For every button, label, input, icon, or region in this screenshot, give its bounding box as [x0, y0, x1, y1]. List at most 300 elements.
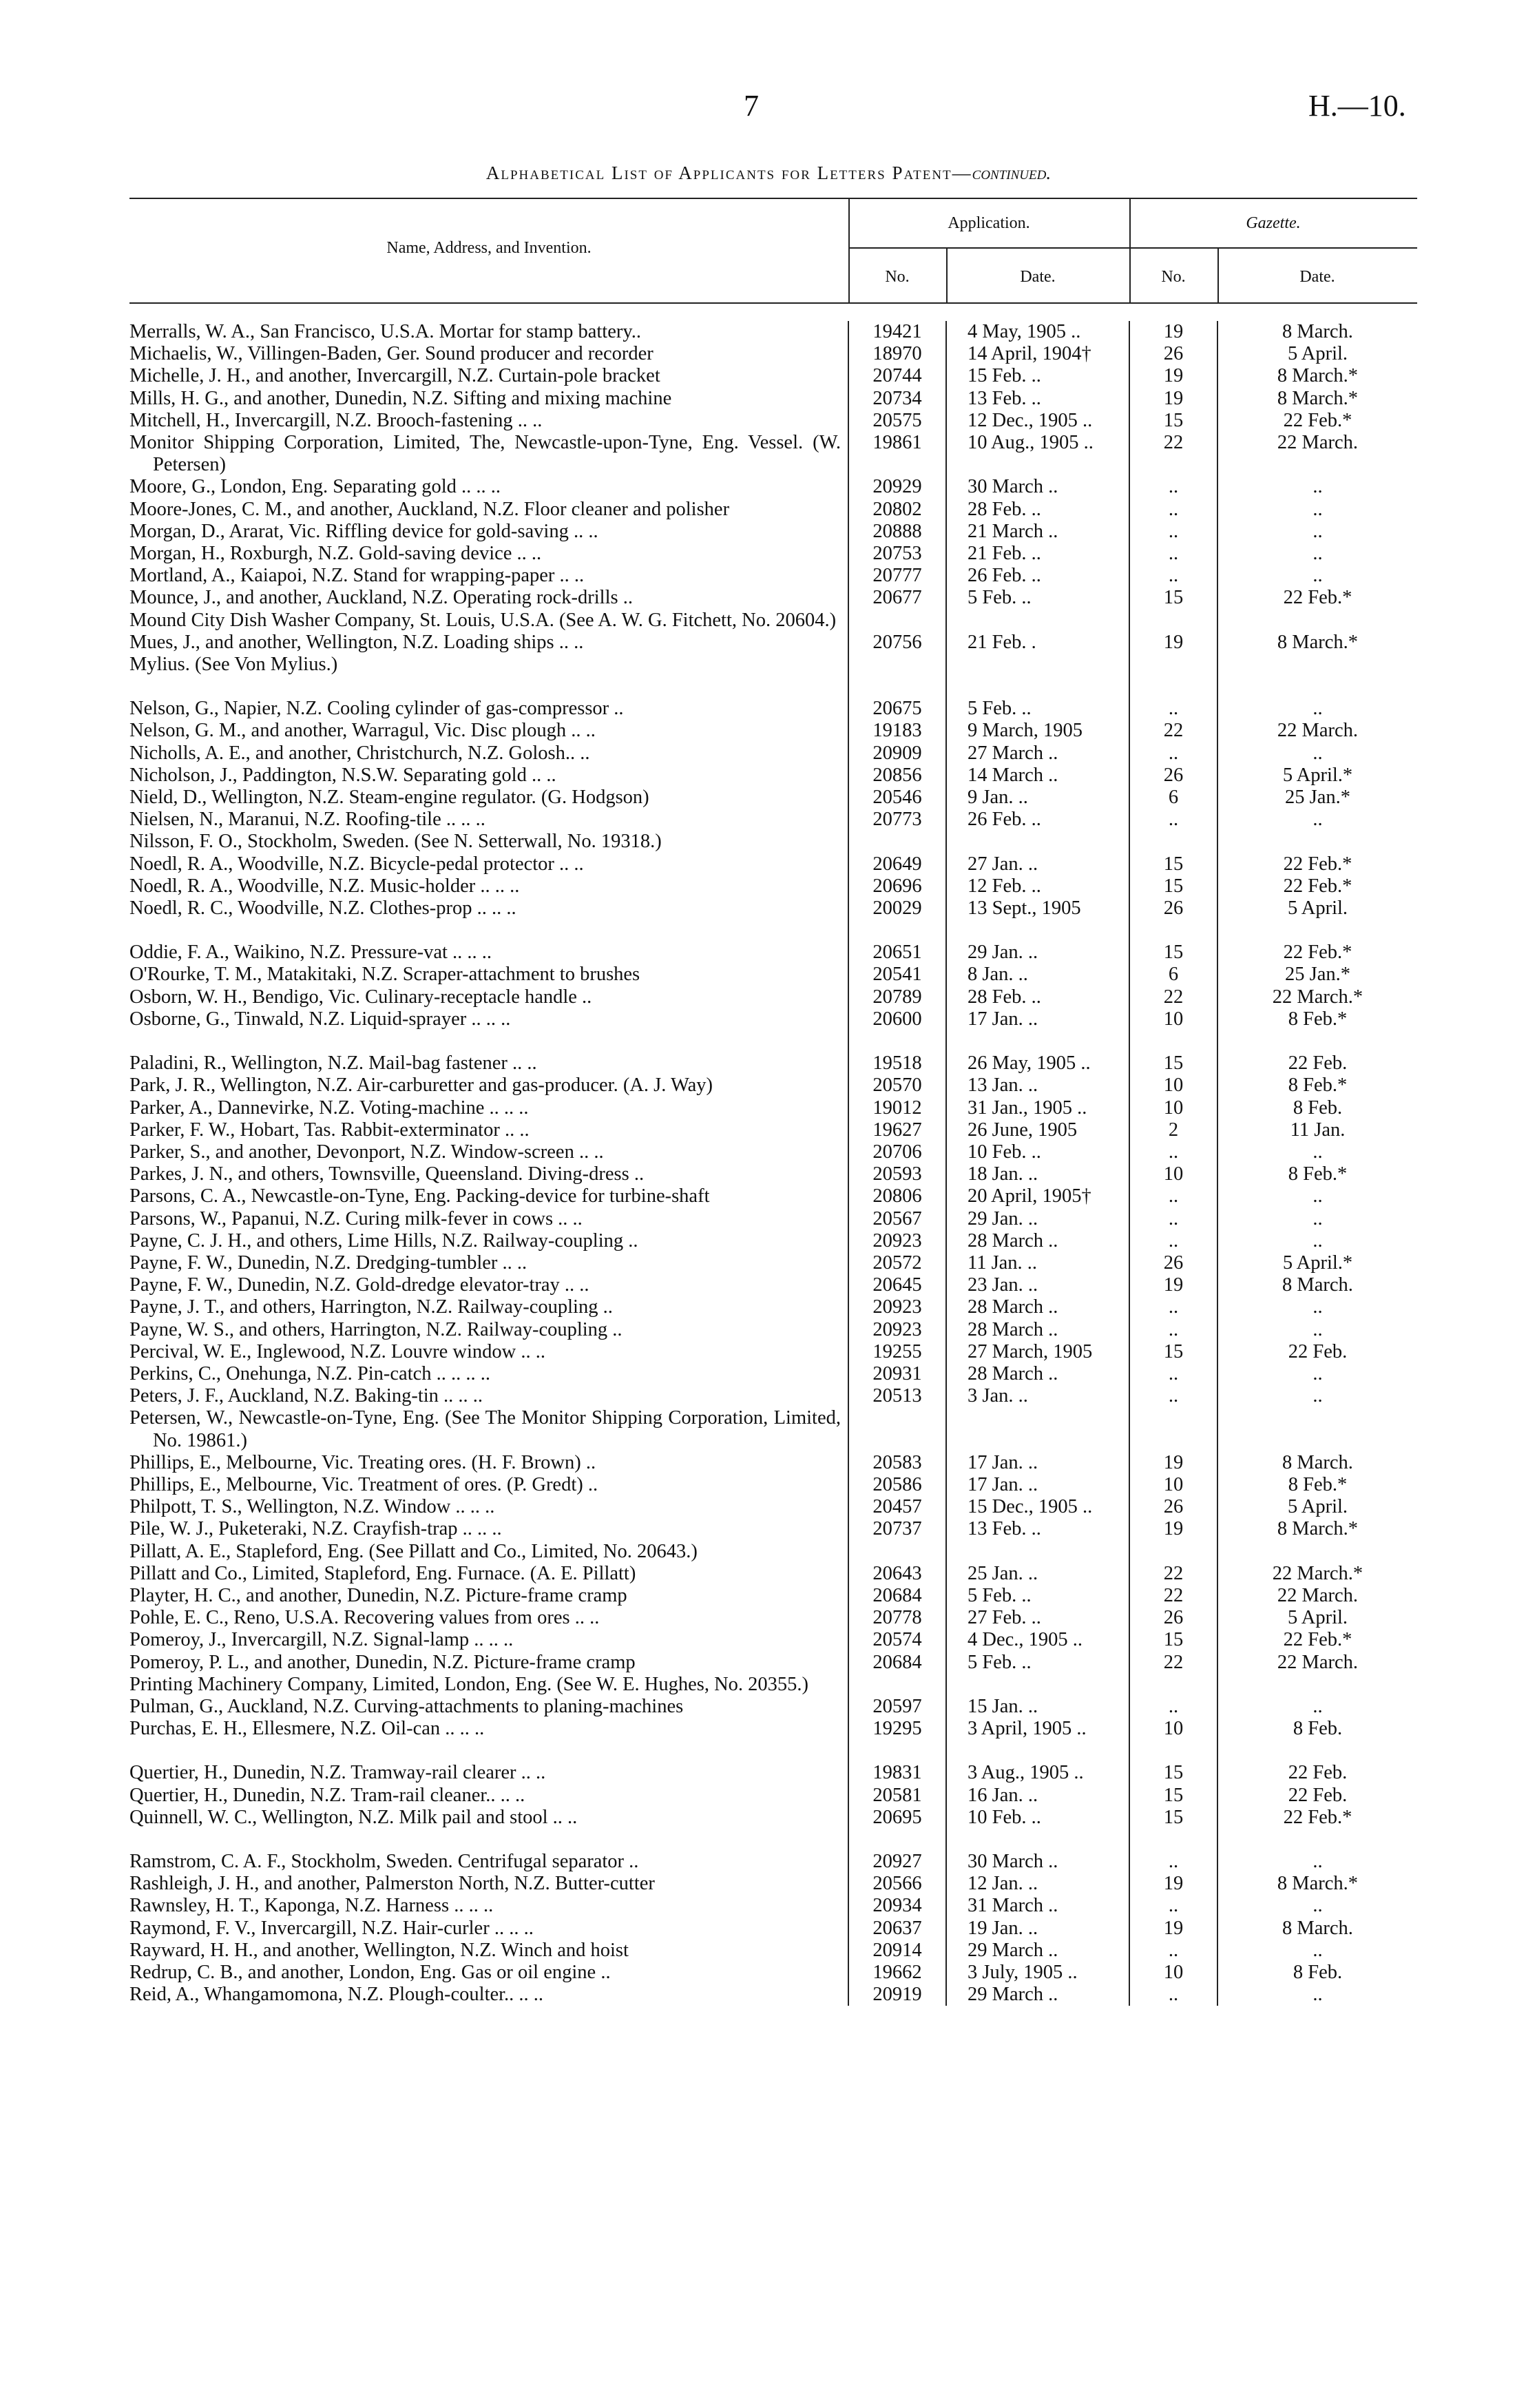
- cell-gdate: ..: [1217, 1696, 1417, 1718]
- cell-adate: 28 March ..: [946, 1363, 1129, 1385]
- cell-name: [129, 1851, 848, 1873]
- applicant-entry: Peters, J. F., Auckland, N.Z. Baking-tin .. .. ..: [129, 1385, 483, 1407]
- cell-name: [129, 1496, 848, 1518]
- table-row: [129, 1895, 1417, 1917]
- cell-ano: 20777: [848, 565, 946, 587]
- cell-gno: 22: [1129, 1652, 1217, 1674]
- spacer-cell: [129, 676, 848, 698]
- cell-gno: 2: [1129, 1119, 1217, 1141]
- applicant-entry: Philpott, T. S., Wellington, N.Z. Window .. .. ..: [129, 1496, 495, 1518]
- applicant-entry: Quertier, H., Dunedin, N.Z. Tram-rail cleaner.. .. ..: [129, 1784, 525, 1806]
- cell-adate: 3 Jan. ..: [946, 1385, 1129, 1407]
- cell-ano: 20778: [848, 1607, 946, 1629]
- cell-name: [129, 743, 848, 765]
- cell-name: [129, 1785, 848, 1807]
- cell-name: [129, 521, 848, 543]
- applicant-entry: Payne, W. S., and others, Harrington, N.Z. Railway-coupling ..: [129, 1318, 623, 1340]
- cell-name: [129, 1518, 848, 1540]
- cell-gdate: 8 Feb.*: [1217, 1075, 1417, 1097]
- applicant-entry: Raymond, F. V., Invercargill, N.Z. Hair-curler .. .. ..: [129, 1917, 534, 1939]
- cell-gdate: 8 March.: [1217, 1274, 1417, 1296]
- header-app-date: Date.: [1020, 268, 1056, 286]
- cell-gno: 19: [1129, 632, 1217, 654]
- cell-name: [129, 1629, 848, 1651]
- spacer-cell: [848, 1030, 946, 1052]
- cell-name: [129, 1474, 848, 1496]
- cell-name: [129, 343, 848, 365]
- cell-ano: 20572: [848, 1252, 946, 1274]
- cell-ano: [848, 1674, 946, 1696]
- applicant-entry: Ramstrom, C. A. F., Stockholm, Sweden. Centrifugal separator ..: [129, 1851, 639, 1872]
- spacer-cell: [129, 1740, 848, 1762]
- cell-gdate: ..: [1217, 1895, 1417, 1917]
- applicant-entry: Phillips, E., Melbourne, Vic. Treating ores. (H. F. Brown) ..: [129, 1451, 596, 1473]
- cell-name: [129, 410, 848, 432]
- cell-ano: 20677: [848, 587, 946, 609]
- cell-ano: 20586: [848, 1474, 946, 1496]
- cell-adate: 25 Jan. ..: [946, 1563, 1129, 1585]
- applicant-entry: Phillips, E., Melbourne, Vic. Treatment of ores. (P. Gredt) ..: [129, 1473, 598, 1495]
- cell-gdate: 5 April.: [1217, 343, 1417, 365]
- table-row: [129, 1407, 1417, 1451]
- table-row: [129, 1585, 1417, 1607]
- cell-gno: 26: [1129, 343, 1217, 365]
- cell-gno: 22: [1129, 432, 1217, 476]
- table-row: [129, 809, 1417, 831]
- cell-gno: 26: [1129, 1607, 1217, 1629]
- title-suffix: continued.: [972, 163, 1052, 183]
- cell-adate: 19 Jan. ..: [946, 1918, 1129, 1940]
- cell-gdate: [1217, 1541, 1417, 1563]
- cell-ano: 20914: [848, 1940, 946, 1962]
- cell-gno: 19: [1129, 1518, 1217, 1540]
- cell-adate: 12 Dec., 1905 ..: [946, 410, 1129, 432]
- cell-ano: 20457: [848, 1496, 946, 1518]
- cell-adate: 12 Jan. ..: [946, 1873, 1129, 1895]
- applicant-entry: Parkes, J. N., and others, Townsville, Queensland. Diving-dress ..: [129, 1163, 645, 1185]
- cell-gno: 15: [1129, 1807, 1217, 1829]
- cell-ano: 20696: [848, 875, 946, 897]
- cell-adate: 5 Feb. ..: [946, 1585, 1129, 1607]
- cell-adate: 29 March ..: [946, 1984, 1129, 2006]
- table-row: [129, 1474, 1417, 1496]
- cell-gdate: [1217, 831, 1417, 853]
- cell-name: [129, 632, 848, 654]
- cell-ano: 19861: [848, 432, 946, 476]
- table-row: [129, 875, 1417, 897]
- cell-adate: 21 March ..: [946, 521, 1129, 543]
- cell-adate: 4 May, 1905 ..: [946, 321, 1129, 343]
- applicant-entry: Mortland, A., Kaiapoi, N.Z. Stand for wrapping-paper .. ..: [129, 565, 585, 587]
- cell-ano: 20806: [848, 1185, 946, 1207]
- table-row: [129, 343, 1417, 365]
- cell-adate: 3 Aug., 1905 ..: [946, 1762, 1129, 1784]
- cell-gno: 19: [1129, 1918, 1217, 1940]
- cell-name: [129, 1119, 848, 1141]
- header-app-no: No.: [885, 268, 910, 286]
- cell-gno: 26: [1129, 1496, 1217, 1518]
- cell-gdate: 8 March.*: [1217, 388, 1417, 410]
- cell-name: [129, 1873, 848, 1895]
- applicant-entry: Pohle, E. C., Reno, U.S.A. Recovering values from ores .. ..: [129, 1607, 600, 1629]
- cell-gdate: ..: [1217, 1851, 1417, 1873]
- cell-name: [129, 1718, 848, 1740]
- cell-gno: ..: [1129, 1851, 1217, 1873]
- applicant-entry: Purchas, E. H., Ellesmere, N.Z. Oil-can .. .. ..: [129, 1718, 485, 1740]
- header-gazette-date: Date.: [1299, 268, 1335, 286]
- cell-adate: 26 Feb. ..: [946, 565, 1129, 587]
- cell-name: [129, 1008, 848, 1030]
- table-row: [129, 831, 1417, 853]
- cell-name: [129, 476, 848, 498]
- cell-name: [129, 986, 848, 1008]
- cell-name: [129, 1962, 848, 1984]
- applicant-entry: Parker, F. W., Hobart, Tas. Rabbit-exterminator .. ..: [129, 1119, 530, 1141]
- cell-ano: 20675: [848, 698, 946, 720]
- cell-gno: 15: [1129, 1341, 1217, 1363]
- cell-gno: ..: [1129, 1696, 1217, 1718]
- applicant-entry: Perkins, C., Onehunga, N.Z. Pin-catch .. .. .. ..: [129, 1362, 491, 1384]
- cell-ano: 19627: [848, 1119, 946, 1141]
- cell-adate: 30 March ..: [946, 476, 1129, 498]
- cell-adate: 13 Sept., 1905: [946, 897, 1129, 920]
- cell-gdate: [1217, 1407, 1417, 1451]
- group-spacer: [129, 676, 1417, 698]
- cell-gno: 19: [1129, 1274, 1217, 1296]
- cell-ano: [848, 610, 946, 632]
- cell-gdate: 8 March.*: [1217, 1873, 1417, 1895]
- table-row: [129, 1807, 1417, 1829]
- table-row: [129, 543, 1417, 565]
- cell-name: [129, 1385, 848, 1407]
- cell-adate: 14 April, 1904†: [946, 343, 1129, 365]
- cell-adate: 5 Feb. ..: [946, 1652, 1129, 1674]
- applicant-entry: Quertier, H., Dunedin, N.Z. Tramway-rail clearer .. ..: [129, 1762, 546, 1784]
- cell-gno: 19: [1129, 1873, 1217, 1895]
- cell-adate: 31 Jan., 1905 ..: [946, 1097, 1129, 1119]
- applicant-entry: Moore, G., London, Eng. Separating gold .. .. ..: [129, 476, 501, 498]
- table-row: [129, 432, 1417, 476]
- table-row: [129, 1607, 1417, 1629]
- cell-gdate: 22 March.: [1217, 432, 1417, 476]
- cell-ano: 20570: [848, 1075, 946, 1097]
- cell-ano: 19295: [848, 1718, 946, 1740]
- spacer-cell: [1217, 1829, 1417, 1851]
- group-spacer: [129, 1740, 1417, 1762]
- table-row: [129, 1984, 1417, 2006]
- spacer-cell: [946, 676, 1129, 698]
- applicant-entry: Park, J. R., Wellington, N.Z. Air-carburetter and gas-producer. (A. J. Way): [129, 1075, 713, 1097]
- cell-gdate: ..: [1217, 1230, 1417, 1252]
- cell-ano: 19183: [848, 720, 946, 742]
- cell-name: [129, 1341, 848, 1363]
- applicant-entry: Noedl, R. C., Woodville, N.Z. Clothes-prop .. .. ..: [129, 897, 516, 920]
- cell-name: [129, 1563, 848, 1585]
- cell-gdate: 5 April.*: [1217, 765, 1417, 787]
- table-row: [129, 1341, 1417, 1363]
- cell-gno: 15: [1129, 1629, 1217, 1651]
- cell-name: [129, 587, 848, 609]
- cell-ano: 20583: [848, 1452, 946, 1474]
- cell-name: [129, 1319, 848, 1341]
- cell-gdate: 8 March.: [1217, 1918, 1417, 1940]
- cell-gno: ..: [1129, 1319, 1217, 1341]
- header-name: Name, Address, and Invention.: [386, 239, 592, 257]
- applicant-entry: Osborne, G., Tinwald, N.Z. Liquid-sprayer .. .. ..: [129, 1008, 511, 1030]
- applicant-entry: Pillatt, A. E., Stapleford, Eng. (See Pillatt and Co., Limited, No. 20643.): [129, 1540, 698, 1562]
- cell-gno: ..: [1129, 809, 1217, 831]
- cell-gdate: 8 March.*: [1217, 365, 1417, 387]
- cell-adate: [946, 1541, 1129, 1563]
- cell-gdate: 22 Feb.*: [1217, 1807, 1417, 1829]
- cell-ano: 20645: [848, 1274, 946, 1296]
- cell-adate: [946, 831, 1129, 853]
- applicants-table: [129, 321, 1417, 2006]
- cell-gdate: [1217, 1674, 1417, 1696]
- table-row: [129, 632, 1417, 654]
- cell-ano: [848, 654, 946, 676]
- cell-ano: 20684: [848, 1652, 946, 1674]
- cell-ano: 20927: [848, 1851, 946, 1873]
- spacer-cell: [129, 1030, 848, 1052]
- table-row: [129, 964, 1417, 986]
- cell-adate: 21 Feb. .: [946, 632, 1129, 654]
- group-spacer: [129, 1829, 1417, 1851]
- table-row: [129, 698, 1417, 720]
- table-row: [129, 1962, 1417, 1984]
- applicant-entry: O'Rourke, T. M., Matakitaki, N.Z. Scraper-attachment to brushes: [129, 964, 640, 986]
- cell-gdate: [1217, 654, 1417, 676]
- cell-gno: 6: [1129, 787, 1217, 809]
- group-spacer: [129, 1030, 1417, 1052]
- cell-name: [129, 1762, 848, 1784]
- cell-adate: 3 July, 1905 ..: [946, 1962, 1129, 1984]
- cell-gdate: ..: [1217, 565, 1417, 587]
- cell-ano: 20734: [848, 388, 946, 410]
- header-application: Application.: [948, 214, 1030, 232]
- cell-gdate: ..: [1217, 499, 1417, 521]
- table-row: [129, 1541, 1417, 1563]
- cell-gdate: 22 Feb.*: [1217, 410, 1417, 432]
- cell-gdate: 5 April.: [1217, 897, 1417, 920]
- cell-gno: 19: [1129, 1452, 1217, 1474]
- cell-ano: 19421: [848, 321, 946, 343]
- applicant-entry: Nield, D., Wellington, N.Z. Steam-engine regulator. (G. Hodgson): [129, 787, 649, 809]
- cell-gdate: 22 March.*: [1217, 986, 1417, 1008]
- cell-adate: 29 March ..: [946, 1940, 1129, 1962]
- cell-name: [129, 1185, 848, 1207]
- cell-gno: ..: [1129, 543, 1217, 565]
- cell-name: [129, 1208, 848, 1230]
- cell-gdate: 5 April.: [1217, 1496, 1417, 1518]
- cell-gdate: ..: [1217, 743, 1417, 765]
- cell-ano: 20923: [848, 1230, 946, 1252]
- cell-ano: 20581: [848, 1785, 946, 1807]
- cell-gdate: 22 Feb.: [1217, 1785, 1417, 1807]
- table-row: [129, 1208, 1417, 1230]
- table-row: [129, 1785, 1417, 1807]
- cell-ano: [848, 831, 946, 853]
- cell-gdate: 22 March.: [1217, 720, 1417, 742]
- cell-adate: 28 Feb. ..: [946, 499, 1129, 521]
- cell-gdate: 22 Feb.: [1217, 1762, 1417, 1784]
- cell-adate: 21 Feb. ..: [946, 543, 1129, 565]
- cell-gdate: 5 April.*: [1217, 1252, 1417, 1274]
- cell-gno: ..: [1129, 743, 1217, 765]
- cell-gno: ..: [1129, 1363, 1217, 1385]
- cell-gno: 26: [1129, 1252, 1217, 1274]
- cell-name: [129, 365, 848, 387]
- cell-ano: 20600: [848, 1008, 946, 1030]
- applicant-entry: Petersen, W., Newcastle-on-Tyne, Eng. (See The Monitor Shipping Corporation, Limited, No. 19861.): [129, 1407, 841, 1451]
- cell-gdate: 22 Feb.: [1217, 1052, 1417, 1075]
- cell-adate: 27 March, 1905: [946, 1341, 1129, 1363]
- cell-name: [129, 388, 848, 410]
- cell-gno: 6: [1129, 964, 1217, 986]
- cell-name: [129, 698, 848, 720]
- cell-gdate: 8 Feb.: [1217, 1718, 1417, 1740]
- table-row: [129, 610, 1417, 632]
- cell-gno: [1129, 654, 1217, 676]
- cell-adate: 13 Jan. ..: [946, 1075, 1129, 1097]
- cell-name: [129, 809, 848, 831]
- cell-gdate: 8 March.: [1217, 1452, 1417, 1474]
- cell-adate: 3 April, 1905 ..: [946, 1718, 1129, 1740]
- cell-gno: [1129, 831, 1217, 853]
- applicant-entry: Parker, A., Dannevirke, N.Z. Voting-machine .. .. ..: [129, 1097, 529, 1119]
- cell-adate: 11 Jan. ..: [946, 1252, 1129, 1274]
- cell-gno: ..: [1129, 1230, 1217, 1252]
- applicant-entry: Mound City Dish Washer Company, St. Louis, U.S.A. (See A. W. G. Fitchett, No. 20604.): [129, 609, 837, 631]
- table-row: [129, 1629, 1417, 1651]
- table-header: [129, 198, 1417, 304]
- spacer-cell: [946, 1829, 1129, 1851]
- table-row: [129, 1696, 1417, 1718]
- cell-gno: [1129, 1541, 1217, 1563]
- cell-gdate: ..: [1217, 1940, 1417, 1962]
- cell-name: [129, 1052, 848, 1075]
- cell-ano: 20802: [848, 499, 946, 521]
- applicant-entry: Osborn, W. H., Bendigo, Vic. Culinary-receptacle handle ..: [129, 986, 592, 1008]
- cell-gdate: 8 March.*: [1217, 1518, 1417, 1540]
- cell-gdate: ..: [1217, 521, 1417, 543]
- table-row: [129, 1873, 1417, 1895]
- applicant-entry: Printing Machinery Company, Limited, London, Eng. (See W. E. Hughes, No. 20355.): [129, 1673, 809, 1695]
- table-row: [129, 853, 1417, 875]
- cell-gno: 15: [1129, 875, 1217, 897]
- cell-ano: 20923: [848, 1296, 946, 1318]
- cell-adate: 28 March ..: [946, 1319, 1129, 1341]
- page-title: [0, 163, 1537, 184]
- table-row: [129, 365, 1417, 387]
- cell-gdate: 22 Feb.*: [1217, 875, 1417, 897]
- cell-gdate: 8 Feb.: [1217, 1097, 1417, 1119]
- table-row: [129, 521, 1417, 543]
- group-spacer: [129, 920, 1417, 942]
- spacer-cell: [1129, 676, 1217, 698]
- cell-gno: 15: [1129, 853, 1217, 875]
- table-row: [129, 587, 1417, 609]
- cell-gno: ..: [1129, 565, 1217, 587]
- table-row: [129, 1385, 1417, 1407]
- table-row: [129, 1674, 1417, 1696]
- applicant-entry: Pomeroy, P. L., and another, Dunedin, N.Z. Picture-frame cramp: [129, 1651, 636, 1673]
- applicant-entry: Payne, F. W., Dunedin, N.Z. Gold-dredge elevator-tray .. ..: [129, 1274, 589, 1296]
- cell-ano: 19518: [848, 1052, 946, 1075]
- cell-adate: 27 Feb. ..: [946, 1607, 1129, 1629]
- applicant-entry: Noedl, R. A., Woodville, N.Z. Bicycle-pedal protector .. ..: [129, 853, 584, 875]
- cell-ano: [848, 1541, 946, 1563]
- cell-gno: 10: [1129, 1008, 1217, 1030]
- table-row: [129, 765, 1417, 787]
- table-row: [129, 1252, 1417, 1274]
- cell-adate: 26 May, 1905 ..: [946, 1052, 1129, 1075]
- cell-name: [129, 875, 848, 897]
- cell-adate: 30 March ..: [946, 1851, 1129, 1873]
- cell-gno: 10: [1129, 1962, 1217, 1984]
- table-row: [129, 565, 1417, 587]
- spacer-cell: [129, 920, 848, 942]
- cell-ano: 20756: [848, 632, 946, 654]
- spacer-cell: [1217, 920, 1417, 942]
- table-row: [129, 1141, 1417, 1163]
- cell-adate: 27 March ..: [946, 743, 1129, 765]
- cell-adate: 28 Feb. ..: [946, 986, 1129, 1008]
- cell-gno: 26: [1129, 765, 1217, 787]
- cell-name: [129, 1141, 848, 1163]
- cell-gno: ..: [1129, 1984, 1217, 2006]
- cell-adate: 17 Jan. ..: [946, 1452, 1129, 1474]
- cell-gdate: 8 Feb.*: [1217, 1008, 1417, 1030]
- cell-ano: 20575: [848, 410, 946, 432]
- cell-gdate: 22 March.: [1217, 1652, 1417, 1674]
- cell-adate: [946, 654, 1129, 676]
- applicant-entry: Parker, S., and another, Devonport, N.Z. Window-screen .. ..: [129, 1141, 604, 1163]
- applicant-entry: Playter, H. C., and another, Dunedin, N.Z. Picture-frame cramp: [129, 1584, 627, 1606]
- cell-gno: 26: [1129, 897, 1217, 920]
- table-row: [129, 787, 1417, 809]
- title-text: Alphabetical List of Applicants for Letters Patent—: [485, 163, 972, 183]
- cell-ano: 18970: [848, 343, 946, 365]
- cell-gno: 15: [1129, 1052, 1217, 1075]
- table-row: [129, 1652, 1417, 1674]
- applicant-entry: Morgan, H., Roxburgh, N.Z. Gold-saving device .. ..: [129, 543, 542, 565]
- applicant-entry: Quinnell, W. C., Wellington, N.Z. Milk pail and stool .. ..: [129, 1806, 578, 1828]
- cell-adate: 5 Feb. ..: [946, 698, 1129, 720]
- table-row: [129, 410, 1417, 432]
- cell-adate: 5 Feb. ..: [946, 587, 1129, 609]
- spacer-cell: [946, 1030, 1129, 1052]
- cell-name: [129, 565, 848, 587]
- cell-gno: [1129, 1407, 1217, 1451]
- cell-gno: 19: [1129, 388, 1217, 410]
- cell-gdate: ..: [1217, 476, 1417, 498]
- spacer-cell: [946, 1740, 1129, 1762]
- cell-ano: 19831: [848, 1762, 946, 1784]
- table-row: [129, 1452, 1417, 1474]
- cell-gno: ..: [1129, 1185, 1217, 1207]
- applicant-entry: Rawnsley, H. T., Kaponga, N.Z. Harness .. .. ..: [129, 1895, 494, 1917]
- table-row: [129, 1940, 1417, 1962]
- cell-adate: 10 Feb. ..: [946, 1807, 1129, 1829]
- cell-name: [129, 1652, 848, 1674]
- cell-gdate: ..: [1217, 1296, 1417, 1318]
- cell-gdate: 5 April.: [1217, 1607, 1417, 1629]
- spacer-cell: [848, 1829, 946, 1851]
- applicant-entry: Morgan, D., Ararat, Vic. Riffling device for gold-saving .. ..: [129, 520, 598, 542]
- cell-name: [129, 1097, 848, 1119]
- table-row: [129, 476, 1417, 498]
